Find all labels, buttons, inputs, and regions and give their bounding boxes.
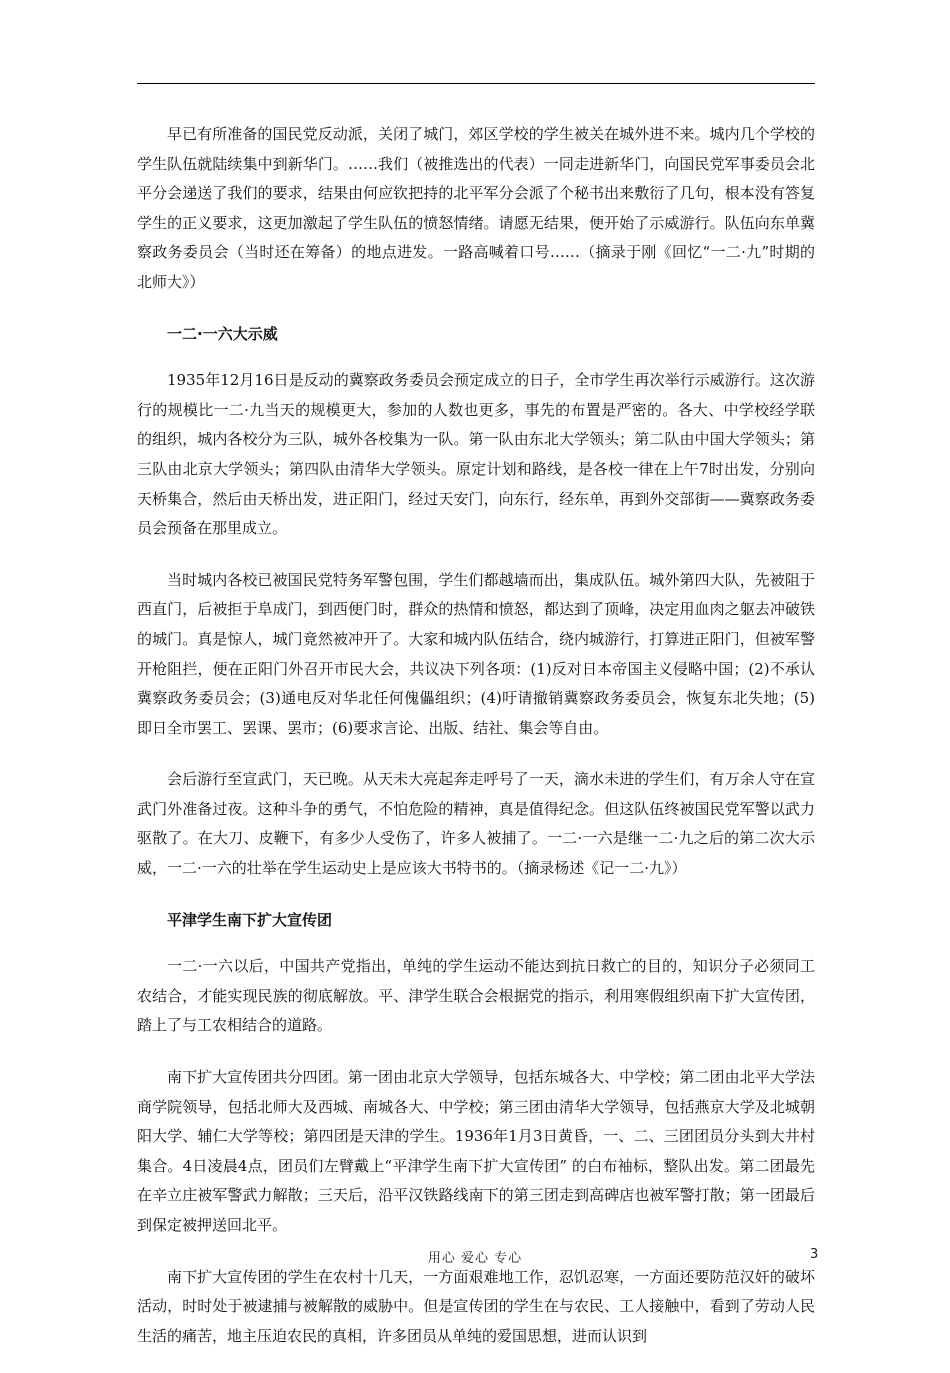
- header-rule: [137, 83, 815, 84]
- footer-motto: 用心 爱心 专心: [427, 1251, 523, 1266]
- section-heading-1216: 一二·一六大示威: [167, 324, 278, 343]
- paragraph-petition-march: 早已有所准备的国民党反动派，关闭了城门，郊区学校的学生被关在城外进不来。城内几个学校的学生队伍就陆续集中到新华门。……我们（被推选出的代表）一同走进新华门，向国民党军事委员会北平分会递送了我们的要求，结果由何应钦把持的北平军分会派了个秘书出来敷衍了几句，根本没有答复学生的正义要求，这更加激起了学生队伍的愤怒情绪。请愿无结果，便开始了示威游行。队伍向东单冀察政务委员会（当时还在筹备）的地点进发。一路高喊着口号……（摘录于刚《回忆“一二·九”时期的北师大》）: [137, 125, 815, 291]
- page-number: 3: [810, 1247, 819, 1262]
- paragraph-corps-origin: 一二·一六以后，中国共产党指出，单纯的学生运动不能达到抗日救亡的目的，知识分子必须同工农结合，才能实现民族的彻底解放。平、津学生联合会根据党的指示，利用寒假组织南下扩大宣传团，踏上了与工农相结合的道路。: [137, 957, 815, 1035]
- section-heading-propaganda-corps: 平津学生南下扩大宣传团: [167, 910, 333, 929]
- paragraph-1216-plan: 1935年12月16日是反动的冀察政务委员会预定成立的日子，全市学生再次举行示威游行。这次游行的规模比一二·九当天的规模更大，参加的人数也更多，事先的布置是严密的。各大、中学校经学联的组织，城内各校分为三队，城外各校集为一队。第一队由东北大学领头；第二队由中国大学领头；第三队由北京大学领头；第四队由清华大学领头。原定计划和路线，是各校一律在上午7时出发，分别向天桥集合，然后由天桥出发，进正阳门，经过天安门，向东行，经东单，再到外交部街——冀察政务委员会预备在那里成立。: [137, 371, 815, 538]
- paragraph-1216-dispersal: 会后游行至宣武门，天已晚。从天未大亮起奔走呼号了一天，滴水未进的学生们，有万余人守在宣武门外准备过夜。这种斗争的勇气，不怕危险的精神，真是值得纪念。但这队伍终被国民党军警以武力驱散了。在大刀、皮鞭下，有多少人受伤了，许多人被捕了。一二·一六是继一二·九之后的第二次大示威，一二·一六的壮举在学生运动史上是应该大书特书的。（摘录杨述《记一二·九》）: [137, 770, 815, 878]
- paragraph-1216-city-gates: 当时城内各校已被国民党特务军警包围，学生们都越墙而出，集成队伍。城外第四大队，先被阻于西直门，后被拒于阜成门，到西便门时，群众的热情和愤怒，都达到了顶峰，决定用血肉之躯去冲破铁的城门。真是惊人，城门竟然被冲开了。大家和城内队伍结合，绕内城游行，打算进正阳门，但被军警开枪阻拦，便在正阳门外召开市民大会，共议决下列各项：(1)反对日本帝国主义侵略中国；(2)不承认冀察政务委员会；(3)通电反对华北任何傀儡组织；(4)吁请撤销冀察政务委员会，恢复东北失地；(5)即日全市罢工、罢课、罢市；(6)要求言论、出版、结社、集会等自由。: [137, 570, 815, 737]
- document-body: [137, 120, 815, 1373]
- paragraph-corps-organization: 南下扩大宣传团共分四团。第一团由北京大学领导，包括东城各大、中学校；第二团由北平大学法商学院领导，包括北师大及西城、南城各大、中学校；第三团由清华大学领导，包括燕京大学及北城朝阳大学、辅仁大学等校；第四团是天津的学生。1936年1月3日黄昏，一、二、三团团员分头到大井村集合。4日凌晨4点，团员们左臂戴上“平津学生南下扩大宣传团” 的白布袖标，整队出发。第二团最先在辛立庄被军警武力解散；三天后，沿平汉铁路线南下的第三团走到高碑店也被军警打散；第一团最后到保定被押送回北平。: [137, 1068, 815, 1234]
- paragraph-corps-experience: 南下扩大宣传团的学生在农村十几天，一方面艰难地工作，忍饥忍寒，一方面还要防范汉奸的破坏活动，时时处于被逮捕与被解散的威胁中。但是宣传团的学生在与农民、工人接触中，看到了劳动人民生活的痛苦，地主压迫农民的真相，许多团员从单纯的爱国思想，进而认识到: [137, 1267, 815, 1345]
